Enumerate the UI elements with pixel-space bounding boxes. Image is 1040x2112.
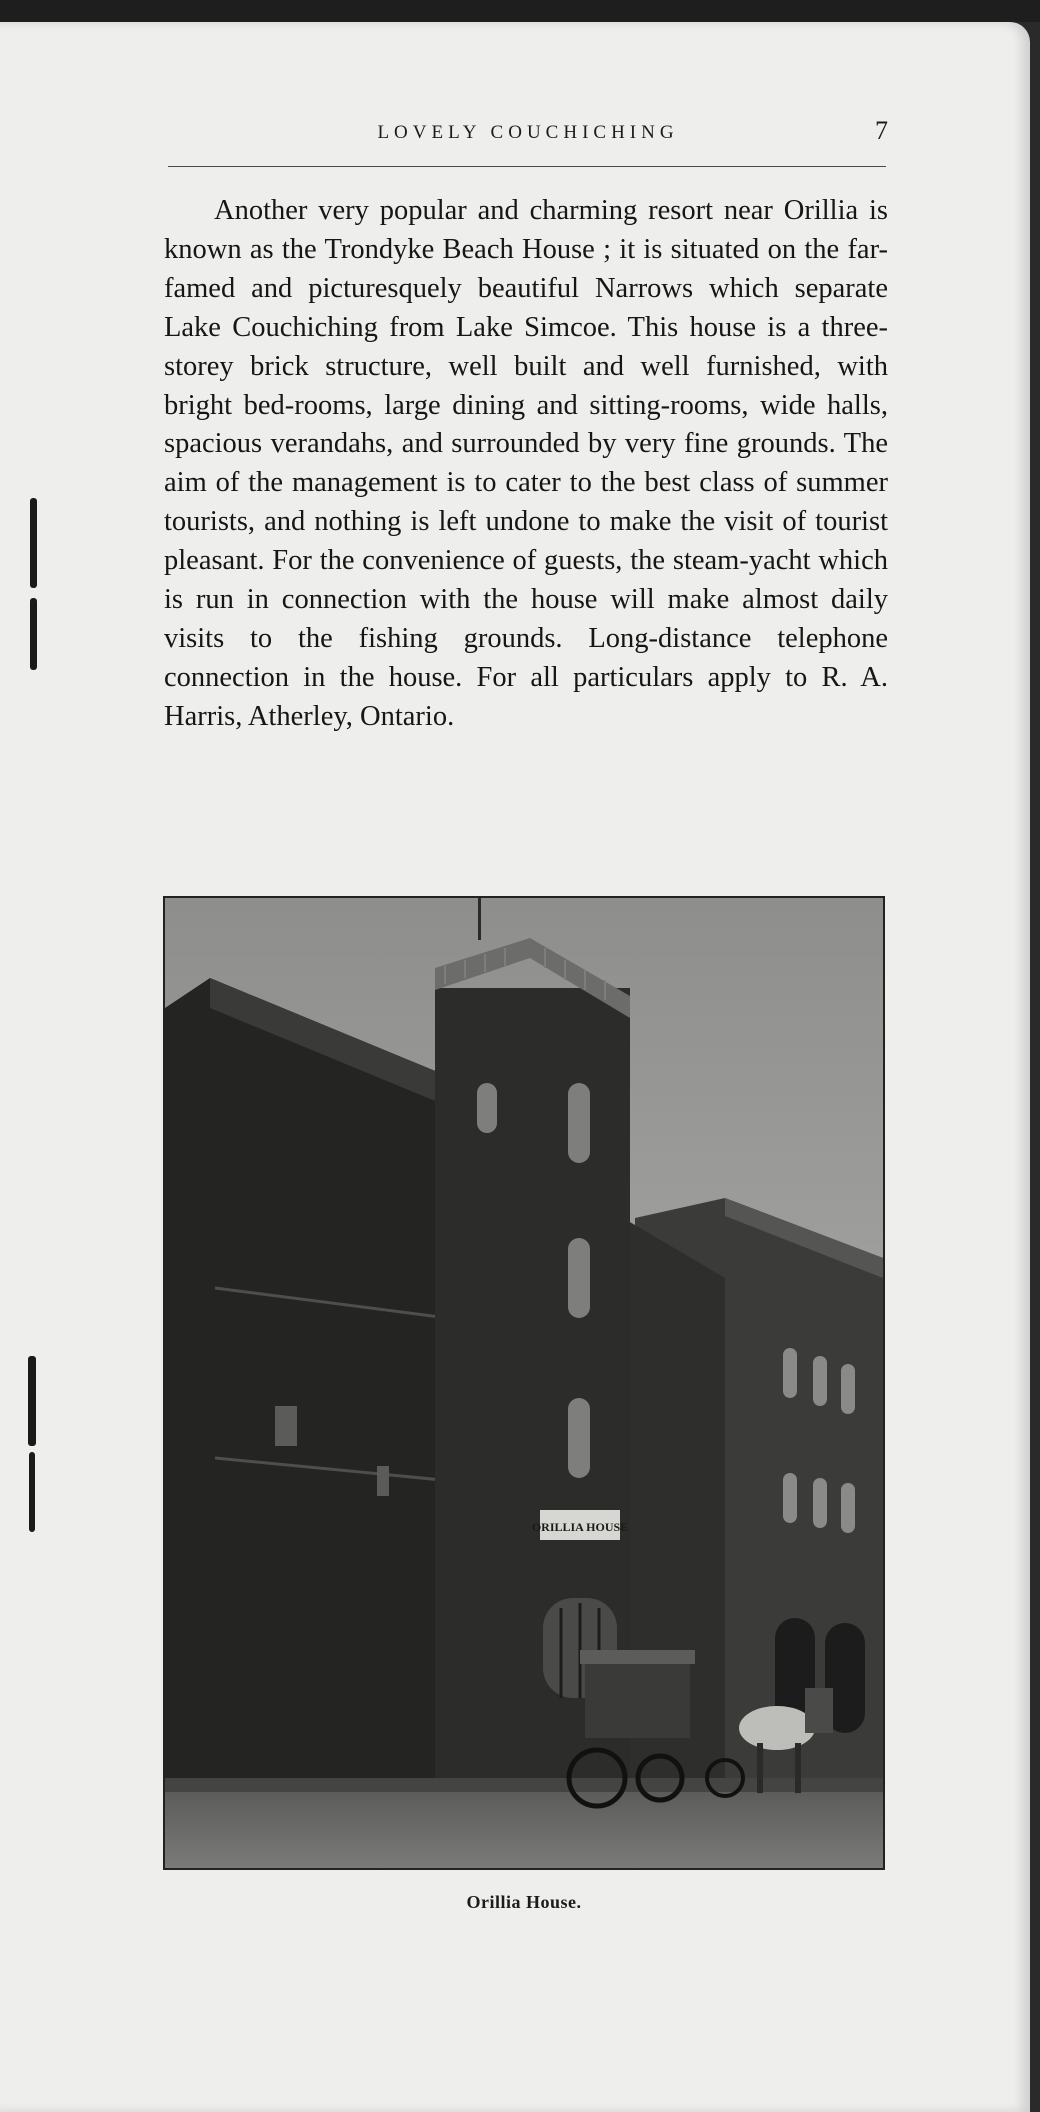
page-number: 7 [875,116,888,145]
body-paragraph: Another very popular and charming resort near Orillia is known as the Trondyke Beach House ; it is situated on the far-famed and picturesquely beautiful Narrows which separate Lake Couchiching from Lake Simcoe. This house is a three-storey brick structure, well built and well furnished, with bright bed-rooms, large dining and sitting-rooms, wide halls, spacious verandahs, and surrounded by very fine grounds. The aim of the management is to cater to the best class of summer tourists, and nothing is left undone to make the visit of tourist pleasant. For the convenience of guests, the steam-yacht which is run in connection with the house will make almost daily visits to the fishing grounds. Long-distance telephone connection in the house. For all particulars apply to R. A. Harris, Atherley, Ontario. [164,195,888,732]
running-head: LOVELY COUCHICHING [377,122,679,143]
page-header [168,116,888,162]
binding-mark-lower [28,1356,36,1446]
scan-top-edge [0,0,1040,22]
building-sign: ORILLIA HOUSE [531,1520,629,1534]
orillia-house-photo [163,896,885,1870]
binding-mark-upper-2 [30,598,37,670]
binding-mark-upper [30,498,37,588]
photo-caption: Orillia House. [466,1892,582,1912]
header-rule [168,166,886,167]
binding-mark-lower-2 [29,1452,35,1532]
